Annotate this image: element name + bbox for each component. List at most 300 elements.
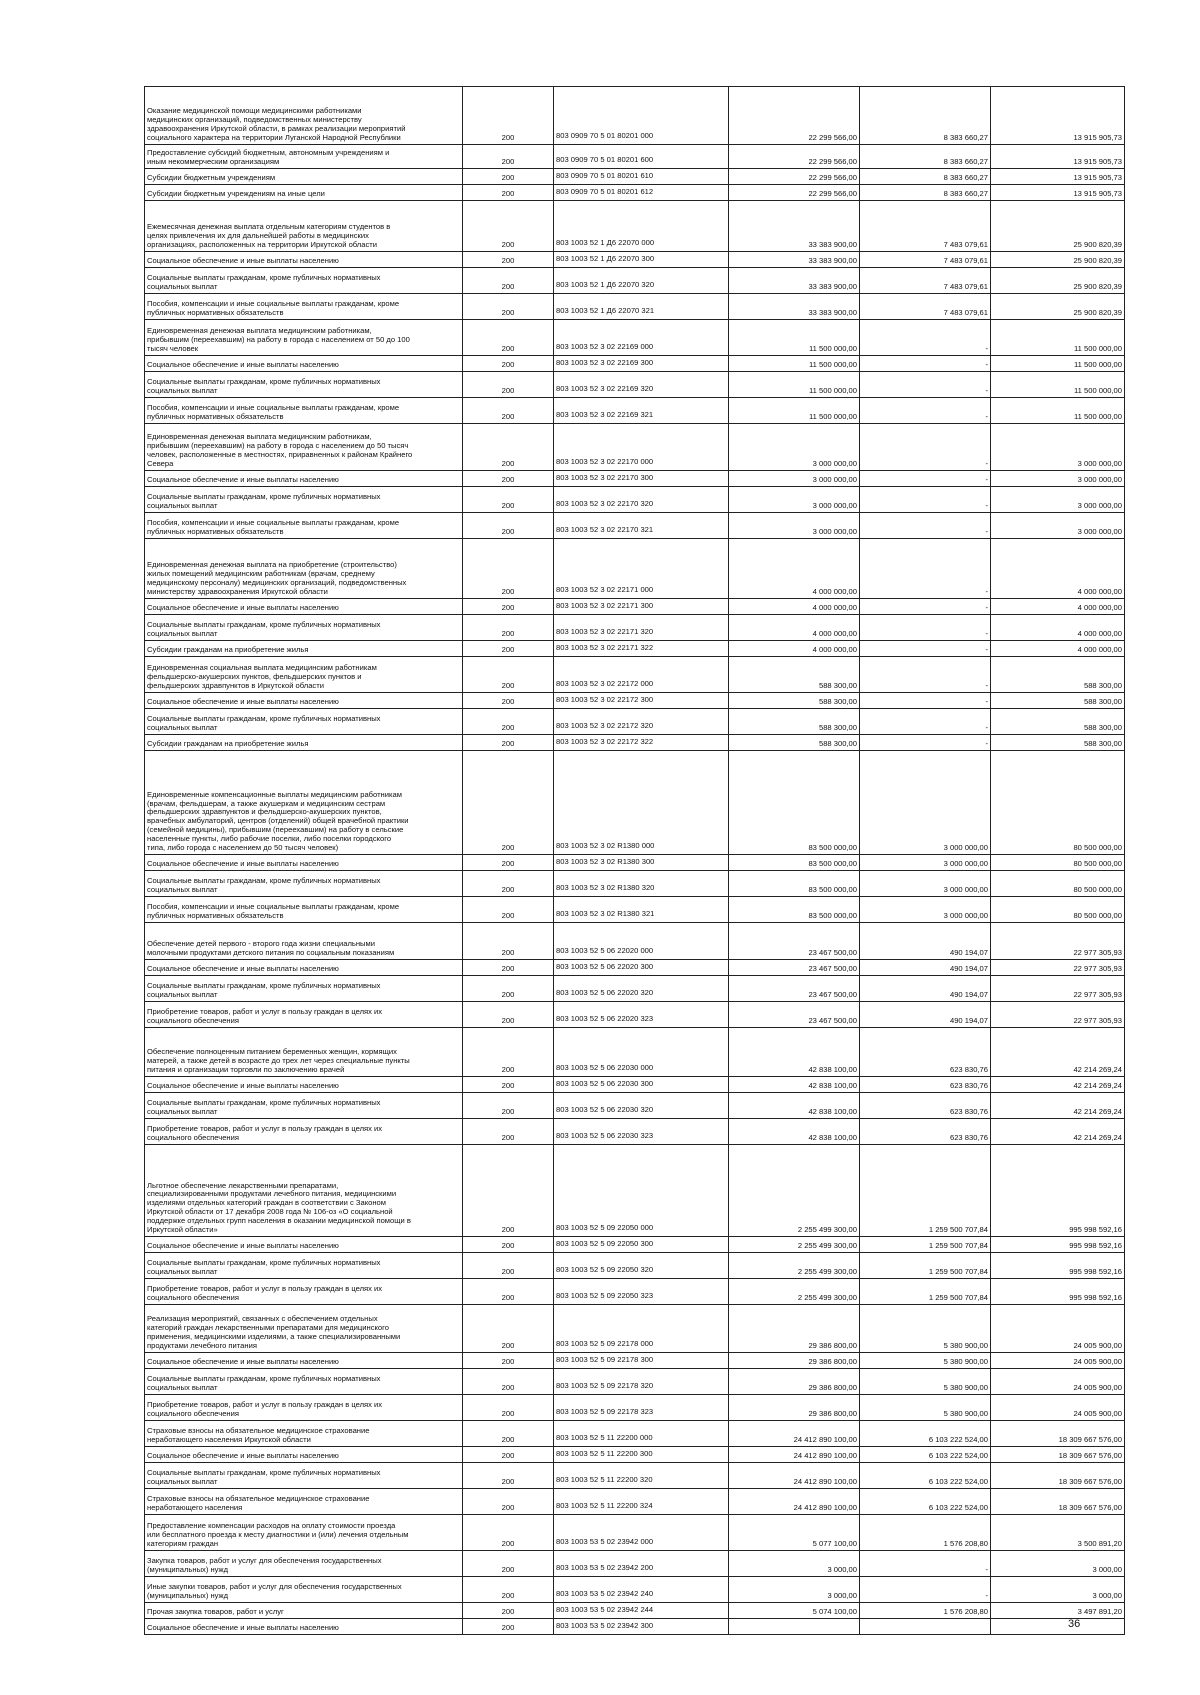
row-executed-cell: -	[860, 320, 991, 356]
row-code-cell: 200	[463, 201, 554, 252]
row-name-cell: Страховые взносы на обязательное медицинское страхование неработающего населения Иркутской области	[145, 1421, 463, 1447]
row-code-cell: 200	[463, 487, 554, 513]
row-name-cell: Прочая закупка товаров, работ и услуг	[145, 1603, 463, 1619]
table-row	[145, 1551, 1125, 1577]
row-code-cell: 200	[463, 751, 554, 855]
row-code-cell: 200	[463, 1353, 554, 1369]
row-executed-cell: 623 830,76	[860, 1093, 991, 1119]
row-name-cell: Социальные выплаты гражданам, кроме публичных нормативных социальных выплат	[145, 871, 463, 897]
table-row	[145, 1447, 1125, 1463]
row-approved-cell: 22 299 566,00	[729, 87, 860, 145]
row-name-cell: Субсидии бюджетным учреждениям	[145, 169, 463, 185]
row-executed-cell: 6 103 222 524,00	[860, 1463, 991, 1489]
row-code-cell: 200	[463, 87, 554, 145]
row-kbk-cell: 803 1003 52 5 11 22200 000	[554, 1421, 729, 1447]
row-kbk-cell: 803 0909 70 5 01 80201 600	[554, 145, 729, 169]
row-approved-cell	[729, 1619, 860, 1635]
row-unexecuted-cell: 24 005 900,00	[991, 1369, 1125, 1395]
row-name-cell: Льготное обеспечение лекарственными препаратами, специализированными продуктами лечебного питания, медицинскими изделиями отдельных категорий граждан в соответствии с Законом Иркутской области от 17 декабря 2008 года № 106-оз «О социальной поддержке отдельных групп населения в оказании медицинской помощи в Иркутской области»	[145, 1145, 463, 1237]
row-executed-cell: 1 576 208,80	[860, 1603, 991, 1619]
row-code-cell: 200	[463, 1489, 554, 1515]
row-kbk-cell: 803 1003 52 3 02 22172 000	[554, 657, 729, 693]
row-name-cell: Иные закупки товаров, работ и услуг для обеспечения государственных (муниципальных) нужд	[145, 1577, 463, 1603]
row-approved-cell: 11 500 000,00	[729, 398, 860, 424]
row-approved-cell: 588 300,00	[729, 709, 860, 735]
row-kbk-cell: 803 1003 52 3 02 22171 322	[554, 641, 729, 657]
row-approved-cell: 29 386 800,00	[729, 1305, 860, 1353]
budget-execution-table	[144, 86, 1125, 1635]
row-approved-cell: 3 000 000,00	[729, 471, 860, 487]
row-code-cell: 200	[463, 657, 554, 693]
row-approved-cell: 83 500 000,00	[729, 871, 860, 897]
row-executed-cell: -	[860, 615, 991, 641]
row-executed-cell: -	[860, 513, 991, 539]
table-row	[145, 145, 1125, 169]
row-code-cell: 200	[463, 169, 554, 185]
row-name-cell: Социальное обеспечение и иные выплаты населению	[145, 960, 463, 976]
row-approved-cell: 29 386 800,00	[729, 1395, 860, 1421]
row-executed-cell: -	[860, 398, 991, 424]
row-kbk-cell: 803 1003 52 3 02 22170 000	[554, 424, 729, 471]
row-executed-cell: 8 383 660,27	[860, 87, 991, 145]
row-name-cell: Приобретение товаров, работ и услуг в пользу граждан в целях их социального обеспечения	[145, 1002, 463, 1028]
row-name-cell: Социальное обеспечение и иные выплаты населению	[145, 855, 463, 871]
row-unexecuted-cell: 3 000 000,00	[991, 513, 1125, 539]
row-approved-cell: 5 074 100,00	[729, 1603, 860, 1619]
row-unexecuted-cell: 3 000 000,00	[991, 424, 1125, 471]
row-approved-cell: 3 000,00	[729, 1577, 860, 1603]
row-kbk-cell: 803 1003 52 5 09 22050 000	[554, 1145, 729, 1237]
row-kbk-cell: 803 1003 52 3 02 22170 321	[554, 513, 729, 539]
row-approved-cell: 83 500 000,00	[729, 751, 860, 855]
row-executed-cell: -	[860, 539, 991, 599]
row-kbk-cell: 803 1003 52 3 02 22169 320	[554, 372, 729, 398]
row-executed-cell: 5 380 900,00	[860, 1369, 991, 1395]
row-executed-cell: 3 000 000,00	[860, 897, 991, 923]
row-code-cell: 200	[463, 693, 554, 709]
table-row	[145, 1077, 1125, 1093]
row-unexecuted-cell: 995 998 592,16	[991, 1237, 1125, 1253]
row-code-cell: 200	[463, 855, 554, 871]
row-unexecuted-cell: 22 977 305,93	[991, 923, 1125, 960]
row-executed-cell: -	[860, 735, 991, 751]
table-row	[145, 398, 1125, 424]
row-approved-cell: 4 000 000,00	[729, 641, 860, 657]
row-executed-cell: 8 383 660,27	[860, 169, 991, 185]
row-code-cell: 200	[463, 1577, 554, 1603]
row-unexecuted-cell: 588 300,00	[991, 735, 1125, 751]
row-approved-cell: 24 412 890 100,00	[729, 1463, 860, 1489]
row-name-cell: Социальное обеспечение и иные выплаты населению	[145, 356, 463, 372]
row-executed-cell: -	[860, 356, 991, 372]
row-unexecuted-cell: 42 214 269,24	[991, 1028, 1125, 1077]
row-executed-cell: -	[860, 1577, 991, 1603]
row-name-cell: Единовременная социальная выплата медицинским работникам фельдшерско-акушерских пунктов, фельдшерских пунктов и фельдшерских здравпунктов в Иркутской области	[145, 657, 463, 693]
row-code-cell: 200	[463, 372, 554, 398]
table-row	[145, 294, 1125, 320]
row-kbk-cell: 803 1003 52 3 02 22169 000	[554, 320, 729, 356]
row-code-cell: 200	[463, 1421, 554, 1447]
row-approved-cell: 24 412 890 100,00	[729, 1489, 860, 1515]
row-name-cell: Предоставление компенсации расходов на оплату стоимости проезда или бесплатного проезда к месту диагностики и (или) лечения отдельным категориям граждан	[145, 1515, 463, 1551]
row-unexecuted-cell: 11 500 000,00	[991, 372, 1125, 398]
row-approved-cell: 22 299 566,00	[729, 169, 860, 185]
row-kbk-cell: 803 1003 52 3 02 22171 320	[554, 615, 729, 641]
row-code-cell: 200	[463, 1395, 554, 1421]
row-code-cell: 200	[463, 735, 554, 751]
row-unexecuted-cell: 4 000 000,00	[991, 539, 1125, 599]
row-unexecuted-cell: 3 000 000,00	[991, 471, 1125, 487]
row-name-cell: Субсидии бюджетным учреждениям на иные цели	[145, 185, 463, 201]
row-unexecuted-cell: 18 309 667 576,00	[991, 1421, 1125, 1447]
row-unexecuted-cell: 995 998 592,16	[991, 1145, 1125, 1237]
row-kbk-cell: 803 1003 52 5 11 22200 320	[554, 1463, 729, 1489]
row-unexecuted-cell: 588 300,00	[991, 657, 1125, 693]
row-approved-cell: 33 383 900,00	[729, 268, 860, 294]
row-executed-cell: 1 259 500 707,84	[860, 1279, 991, 1305]
row-kbk-cell: 803 1003 52 5 09 22178 300	[554, 1353, 729, 1369]
row-executed-cell: 7 483 079,61	[860, 294, 991, 320]
row-approved-cell: 4 000 000,00	[729, 539, 860, 599]
row-approved-cell: 588 300,00	[729, 657, 860, 693]
row-approved-cell: 29 386 800,00	[729, 1353, 860, 1369]
row-code-cell: 200	[463, 709, 554, 735]
row-code-cell: 200	[463, 185, 554, 201]
row-approved-cell: 2 255 499 300,00	[729, 1145, 860, 1237]
row-code-cell: 200	[463, 398, 554, 424]
row-kbk-cell: 803 1003 52 3 02 R1380 321	[554, 897, 729, 923]
row-kbk-cell: 803 1003 52 5 06 22030 320	[554, 1093, 729, 1119]
row-code-cell: 200	[463, 252, 554, 268]
row-kbk-cell: 803 1003 52 1 Д6 22070 000	[554, 201, 729, 252]
row-kbk-cell: 803 0909 70 5 01 80201 612	[554, 185, 729, 201]
row-unexecuted-cell: 4 000 000,00	[991, 641, 1125, 657]
row-executed-cell: 623 830,76	[860, 1028, 991, 1077]
row-approved-cell: 22 299 566,00	[729, 185, 860, 201]
row-kbk-cell: 803 1003 52 3 02 22171 300	[554, 599, 729, 615]
row-approved-cell: 5 077 100,00	[729, 1515, 860, 1551]
row-unexecuted-cell: 4 000 000,00	[991, 599, 1125, 615]
row-kbk-cell: 803 1003 53 5 02 23942 000	[554, 1515, 729, 1551]
row-unexecuted-cell: 11 500 000,00	[991, 398, 1125, 424]
row-code-cell: 200	[463, 424, 554, 471]
row-kbk-cell: 803 1003 52 3 02 22172 322	[554, 735, 729, 751]
row-name-cell: Социальные выплаты гражданам, кроме публичных нормативных социальных выплат	[145, 615, 463, 641]
row-unexecuted-cell: 11 500 000,00	[991, 356, 1125, 372]
row-name-cell: Социальное обеспечение и иные выплаты населению	[145, 1237, 463, 1253]
row-name-cell: Страховые взносы на обязательное медицинское страхование неработающего населения	[145, 1489, 463, 1515]
row-approved-cell: 3 000 000,00	[729, 424, 860, 471]
row-executed-cell: -	[860, 657, 991, 693]
table-row	[145, 709, 1125, 735]
table-row	[145, 1353, 1125, 1369]
row-executed-cell: 3 000 000,00	[860, 751, 991, 855]
row-unexecuted-cell: 80 500 000,00	[991, 855, 1125, 871]
table-row	[145, 1279, 1125, 1305]
row-code-cell: 200	[463, 1119, 554, 1145]
row-kbk-cell: 803 1003 53 5 02 23942 300	[554, 1619, 729, 1635]
row-approved-cell: 4 000 000,00	[729, 615, 860, 641]
row-name-cell: Оказание медицинской помощи медицинскими работниками медицинских организаций, подведомственных министерству здравоохранения Иркутской области, в рамках реализации мероприятий социального характера на территории Луганской Народной Республики	[145, 87, 463, 145]
row-unexecuted-cell: 18 309 667 576,00	[991, 1463, 1125, 1489]
row-unexecuted-cell: 18 309 667 576,00	[991, 1447, 1125, 1463]
table-row	[145, 1369, 1125, 1395]
row-unexecuted-cell: 24 005 900,00	[991, 1395, 1125, 1421]
row-executed-cell: 6 103 222 524,00	[860, 1489, 991, 1515]
table-row	[145, 693, 1125, 709]
row-approved-cell: 2 255 499 300,00	[729, 1279, 860, 1305]
row-approved-cell: 3 000 000,00	[729, 487, 860, 513]
row-name-cell: Ежемесячная денежная выплата отдельным категориям студентов в целях привлечения их для дальнейшей работы в медицинских организациях, расположенных на территории Иркутской области	[145, 201, 463, 252]
row-code-cell: 200	[463, 1237, 554, 1253]
row-executed-cell: -	[860, 424, 991, 471]
row-executed-cell: 6 103 222 524,00	[860, 1447, 991, 1463]
row-executed-cell: 6 103 222 524,00	[860, 1421, 991, 1447]
table-row	[145, 615, 1125, 641]
row-executed-cell: 1 259 500 707,84	[860, 1145, 991, 1237]
row-kbk-cell: 803 1003 52 5 06 22020 323	[554, 1002, 729, 1028]
row-kbk-cell: 803 1003 52 5 09 22050 323	[554, 1279, 729, 1305]
row-executed-cell: 490 194,07	[860, 1002, 991, 1028]
row-approved-cell: 3 000 000,00	[729, 513, 860, 539]
table-row	[145, 356, 1125, 372]
row-unexecuted-cell: 588 300,00	[991, 709, 1125, 735]
row-kbk-cell: 803 0909 70 5 01 80201 610	[554, 169, 729, 185]
row-executed-cell: 490 194,07	[860, 923, 991, 960]
table-row	[145, 1093, 1125, 1119]
row-unexecuted-cell: 3 000 000,00	[991, 487, 1125, 513]
row-executed-cell: 1 576 208,80	[860, 1515, 991, 1551]
row-unexecuted-cell: 3 000,00	[991, 1577, 1125, 1603]
row-unexecuted-cell: 18 309 667 576,00	[991, 1489, 1125, 1515]
row-kbk-cell: 803 1003 52 3 02 R1380 320	[554, 871, 729, 897]
row-unexecuted-cell: 42 214 269,24	[991, 1077, 1125, 1093]
row-name-cell: Социальное обеспечение и иные выплаты населению	[145, 1353, 463, 1369]
row-kbk-cell: 803 1003 52 1 Д6 22070 300	[554, 252, 729, 268]
row-executed-cell: 490 194,07	[860, 960, 991, 976]
row-unexecuted-cell: 13 915 905,73	[991, 87, 1125, 145]
table-row	[145, 871, 1125, 897]
row-unexecuted-cell: 42 214 269,24	[991, 1119, 1125, 1145]
table-row	[145, 960, 1125, 976]
row-approved-cell: 11 500 000,00	[729, 356, 860, 372]
row-code-cell: 200	[463, 923, 554, 960]
row-name-cell: Предоставление субсидий бюджетным, автономным учреждениям и иным некоммерческим организациям	[145, 145, 463, 169]
row-kbk-cell: 803 1003 52 5 09 22050 300	[554, 1237, 729, 1253]
row-approved-cell: 24 412 890 100,00	[729, 1421, 860, 1447]
row-approved-cell: 588 300,00	[729, 735, 860, 751]
row-approved-cell: 42 838 100,00	[729, 1077, 860, 1093]
row-unexecuted-cell: 25 900 820,39	[991, 268, 1125, 294]
row-kbk-cell: 803 1003 52 5 09 22178 323	[554, 1395, 729, 1421]
row-kbk-cell: 803 1003 52 5 11 22200 324	[554, 1489, 729, 1515]
row-code-cell: 200	[463, 871, 554, 897]
row-executed-cell: 5 380 900,00	[860, 1353, 991, 1369]
row-code-cell: 200	[463, 599, 554, 615]
row-approved-cell: 24 412 890 100,00	[729, 1447, 860, 1463]
row-kbk-cell: 803 1003 52 5 09 22178 000	[554, 1305, 729, 1353]
row-approved-cell: 23 467 500,00	[729, 923, 860, 960]
row-approved-cell: 83 500 000,00	[729, 897, 860, 923]
table-row	[145, 976, 1125, 1002]
table-row	[145, 1619, 1125, 1635]
row-executed-cell: 623 830,76	[860, 1119, 991, 1145]
row-executed-cell: 7 483 079,61	[860, 268, 991, 294]
row-approved-cell: 33 383 900,00	[729, 294, 860, 320]
row-approved-cell: 23 467 500,00	[729, 1002, 860, 1028]
row-approved-cell: 83 500 000,00	[729, 855, 860, 871]
row-unexecuted-cell: 42 214 269,24	[991, 1093, 1125, 1119]
row-unexecuted-cell	[991, 1619, 1125, 1635]
row-code-cell: 200	[463, 294, 554, 320]
row-unexecuted-cell: 4 000 000,00	[991, 615, 1125, 641]
row-code-cell: 200	[463, 1463, 554, 1489]
row-executed-cell: 3 000 000,00	[860, 871, 991, 897]
row-executed-cell: -	[860, 693, 991, 709]
row-code-cell: 200	[463, 1515, 554, 1551]
table-row	[145, 1515, 1125, 1551]
table-row	[145, 1002, 1125, 1028]
row-executed-cell: 1 259 500 707,84	[860, 1253, 991, 1279]
row-unexecuted-cell: 11 500 000,00	[991, 320, 1125, 356]
row-kbk-cell: 803 1003 52 5 06 22020 320	[554, 976, 729, 1002]
row-unexecuted-cell: 80 500 000,00	[991, 751, 1125, 855]
row-executed-cell: 8 383 660,27	[860, 185, 991, 201]
row-kbk-cell: 803 1003 52 5 09 22050 320	[554, 1253, 729, 1279]
row-kbk-cell: 803 1003 52 3 02 22170 320	[554, 487, 729, 513]
row-name-cell: Социальные выплаты гражданам, кроме публичных нормативных социальных выплат	[145, 268, 463, 294]
row-name-cell: Социальное обеспечение и иные выплаты населению	[145, 1619, 463, 1635]
table-row	[145, 897, 1125, 923]
row-kbk-cell: 803 1003 52 3 02 R1380 000	[554, 751, 729, 855]
row-kbk-cell: 803 1003 52 3 02 22172 300	[554, 693, 729, 709]
row-code-cell: 200	[463, 897, 554, 923]
row-code-cell: 200	[463, 539, 554, 599]
row-executed-cell: 5 380 900,00	[860, 1395, 991, 1421]
row-executed-cell: -	[860, 709, 991, 735]
table-row	[145, 1395, 1125, 1421]
table-row	[145, 641, 1125, 657]
row-approved-cell: 2 255 499 300,00	[729, 1253, 860, 1279]
row-executed-cell	[860, 1619, 991, 1635]
row-code-cell: 200	[463, 356, 554, 372]
row-code-cell: 200	[463, 1279, 554, 1305]
row-name-cell: Пособия, компенсации и иные социальные выплаты гражданам, кроме публичных нормативных обязательств	[145, 513, 463, 539]
row-approved-cell: 3 000,00	[729, 1551, 860, 1577]
row-unexecuted-cell: 3 000,00	[991, 1551, 1125, 1577]
row-executed-cell: 8 383 660,27	[860, 145, 991, 169]
row-name-cell: Единовременная денежная выплата медицинским работникам, прибывшим (переехавшим) на работу в города с населением от 50 до 100 тысяч человек	[145, 320, 463, 356]
row-code-cell: 200	[463, 145, 554, 169]
table-row	[145, 424, 1125, 471]
row-approved-cell: 42 838 100,00	[729, 1093, 860, 1119]
row-code-cell: 200	[463, 1145, 554, 1237]
row-unexecuted-cell: 13 915 905,73	[991, 185, 1125, 201]
row-code-cell: 200	[463, 615, 554, 641]
row-name-cell: Приобретение товаров, работ и услуг в пользу граждан в целях их социального обеспечения	[145, 1119, 463, 1145]
row-executed-cell: -	[860, 487, 991, 513]
table-row	[145, 539, 1125, 599]
row-name-cell: Социальное обеспечение и иные выплаты населению	[145, 1077, 463, 1093]
table-row	[145, 1463, 1125, 1489]
row-executed-cell: -	[860, 599, 991, 615]
row-code-cell: 200	[463, 1077, 554, 1093]
row-name-cell: Социальные выплаты гражданам, кроме публичных нормативных социальных выплат	[145, 1093, 463, 1119]
row-unexecuted-cell: 3 500 891,20	[991, 1515, 1125, 1551]
row-unexecuted-cell: 80 500 000,00	[991, 897, 1125, 923]
table-row	[145, 923, 1125, 960]
row-unexecuted-cell: 25 900 820,39	[991, 201, 1125, 252]
row-name-cell: Приобретение товаров, работ и услуг в пользу граждан в целях их социального обеспечения	[145, 1395, 463, 1421]
row-name-cell: Социальные выплаты гражданам, кроме публичных нормативных социальных выплат	[145, 372, 463, 398]
table-row	[145, 185, 1125, 201]
row-kbk-cell: 803 1003 52 5 06 22020 000	[554, 923, 729, 960]
row-name-cell: Социальные выплаты гражданам, кроме публичных нормативных социальных выплат	[145, 1369, 463, 1395]
table-row	[145, 1145, 1125, 1237]
row-kbk-cell: 803 1003 52 5 06 22020 300	[554, 960, 729, 976]
row-unexecuted-cell: 80 500 000,00	[991, 871, 1125, 897]
row-executed-cell: -	[860, 471, 991, 487]
row-code-cell: 200	[463, 1551, 554, 1577]
row-code-cell: 200	[463, 641, 554, 657]
row-unexecuted-cell: 13 915 905,73	[991, 169, 1125, 185]
row-kbk-cell: 803 0909 70 5 01 80201 000	[554, 87, 729, 145]
row-kbk-cell: 803 1003 52 3 02 R1380 300	[554, 855, 729, 871]
row-unexecuted-cell: 25 900 820,39	[991, 252, 1125, 268]
row-unexecuted-cell: 25 900 820,39	[991, 294, 1125, 320]
row-name-cell: Социальное обеспечение и иные выплаты населению	[145, 599, 463, 615]
row-approved-cell: 22 299 566,00	[729, 145, 860, 169]
row-code-cell: 200	[463, 1447, 554, 1463]
row-approved-cell: 42 838 100,00	[729, 1119, 860, 1145]
row-executed-cell: 7 483 079,61	[860, 201, 991, 252]
row-kbk-cell: 803 1003 52 5 06 22030 300	[554, 1077, 729, 1093]
row-approved-cell: 23 467 500,00	[729, 976, 860, 1002]
table-row	[145, 513, 1125, 539]
row-code-cell: 200	[463, 1603, 554, 1619]
row-kbk-cell: 803 1003 53 5 02 23942 240	[554, 1577, 729, 1603]
row-name-cell: Социальное обеспечение и иные выплаты населению	[145, 471, 463, 487]
row-name-cell: Социальное обеспечение и иные выплаты населению	[145, 1447, 463, 1463]
table-row	[145, 372, 1125, 398]
row-unexecuted-cell: 995 998 592,16	[991, 1253, 1125, 1279]
row-kbk-cell: 803 1003 52 5 11 22200 300	[554, 1447, 729, 1463]
row-kbk-cell: 803 1003 53 5 02 23942 244	[554, 1603, 729, 1619]
row-executed-cell: 1 259 500 707,84	[860, 1237, 991, 1253]
row-code-cell: 200	[463, 1369, 554, 1395]
row-approved-cell: 4 000 000,00	[729, 599, 860, 615]
row-code-cell: 200	[463, 320, 554, 356]
row-code-cell: 200	[463, 1305, 554, 1353]
table-row	[145, 471, 1125, 487]
row-unexecuted-cell: 24 005 900,00	[991, 1353, 1125, 1369]
row-kbk-cell: 803 1003 52 3 02 22171 000	[554, 539, 729, 599]
page-number: 36	[1068, 1618, 1081, 1630]
table-row	[145, 599, 1125, 615]
row-approved-cell: 42 838 100,00	[729, 1028, 860, 1077]
row-name-cell: Субсидии гражданам на приобретение жилья	[145, 641, 463, 657]
row-kbk-cell: 803 1003 52 5 09 22178 320	[554, 1369, 729, 1395]
row-name-cell: Обеспечение детей первого - второго года жизни специальными молочными продуктами детского питания по социальным показаниям	[145, 923, 463, 960]
table-row	[145, 252, 1125, 268]
row-executed-cell: 7 483 079,61	[860, 252, 991, 268]
row-executed-cell: 490 194,07	[860, 976, 991, 1002]
table-row	[145, 735, 1125, 751]
row-approved-cell: 11 500 000,00	[729, 320, 860, 356]
row-code-cell: 200	[463, 471, 554, 487]
table-row	[145, 169, 1125, 185]
row-name-cell: Пособия, компенсации и иные социальные выплаты гражданам, кроме публичных нормативных обязательств	[145, 294, 463, 320]
